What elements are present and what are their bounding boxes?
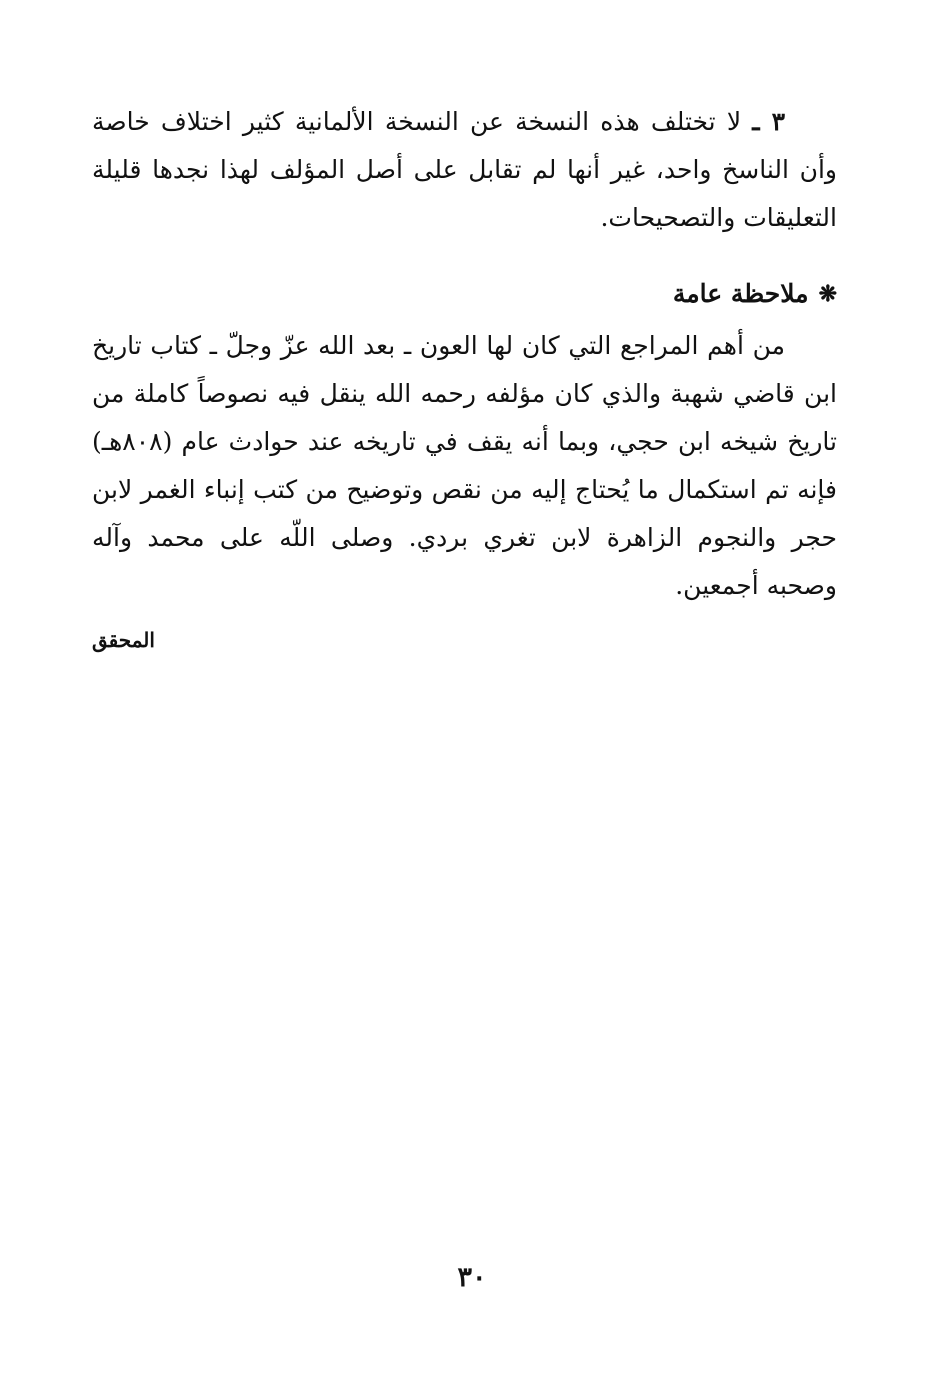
page-content: [92, 98, 837, 652]
item-3-paragraph: [92, 98, 837, 242]
section-heading: [92, 274, 837, 314]
section-title: ملاحظة عامة: [672, 279, 809, 308]
asterisk-icon: ❋: [818, 281, 837, 307]
signature: المحقق: [92, 628, 155, 652]
item-3-number: ٣ ـ: [752, 107, 786, 136]
page-number: ٣٠: [457, 1262, 487, 1293]
item-3-text: لا تختلف هذه النسخة عن النسخة الألمانية كثير اختلاف خاصة وأن الناسخ واحد، غير أنها لم تقابل على أصل المؤلف لهذا نجدها قليلة التعليقات والتصحيحات.: [92, 107, 837, 232]
note-paragraph: من أهم المراجع التي كان لها العون ـ بعد الله عزّ وجلّ ـ كتاب تاريخ ابن قاضي شهبة والذي كان مؤلفه رحمه الله ينقل فيه نصوصاً كاملة من تاريخ شيخه ابن حجي، وبما أنه يقف في تاريخه عند حوادث عام (٨٠٨هـ) فإنه تم استكمال ما يُحتاج إليه من نقص وتوضيح من كتب إنباء الغمر لابن حجر والنجوم الزاهرة لابن تغري بردي. وصلى اللّه على محمد وآله وصحبه أجمعين.: [92, 331, 837, 600]
